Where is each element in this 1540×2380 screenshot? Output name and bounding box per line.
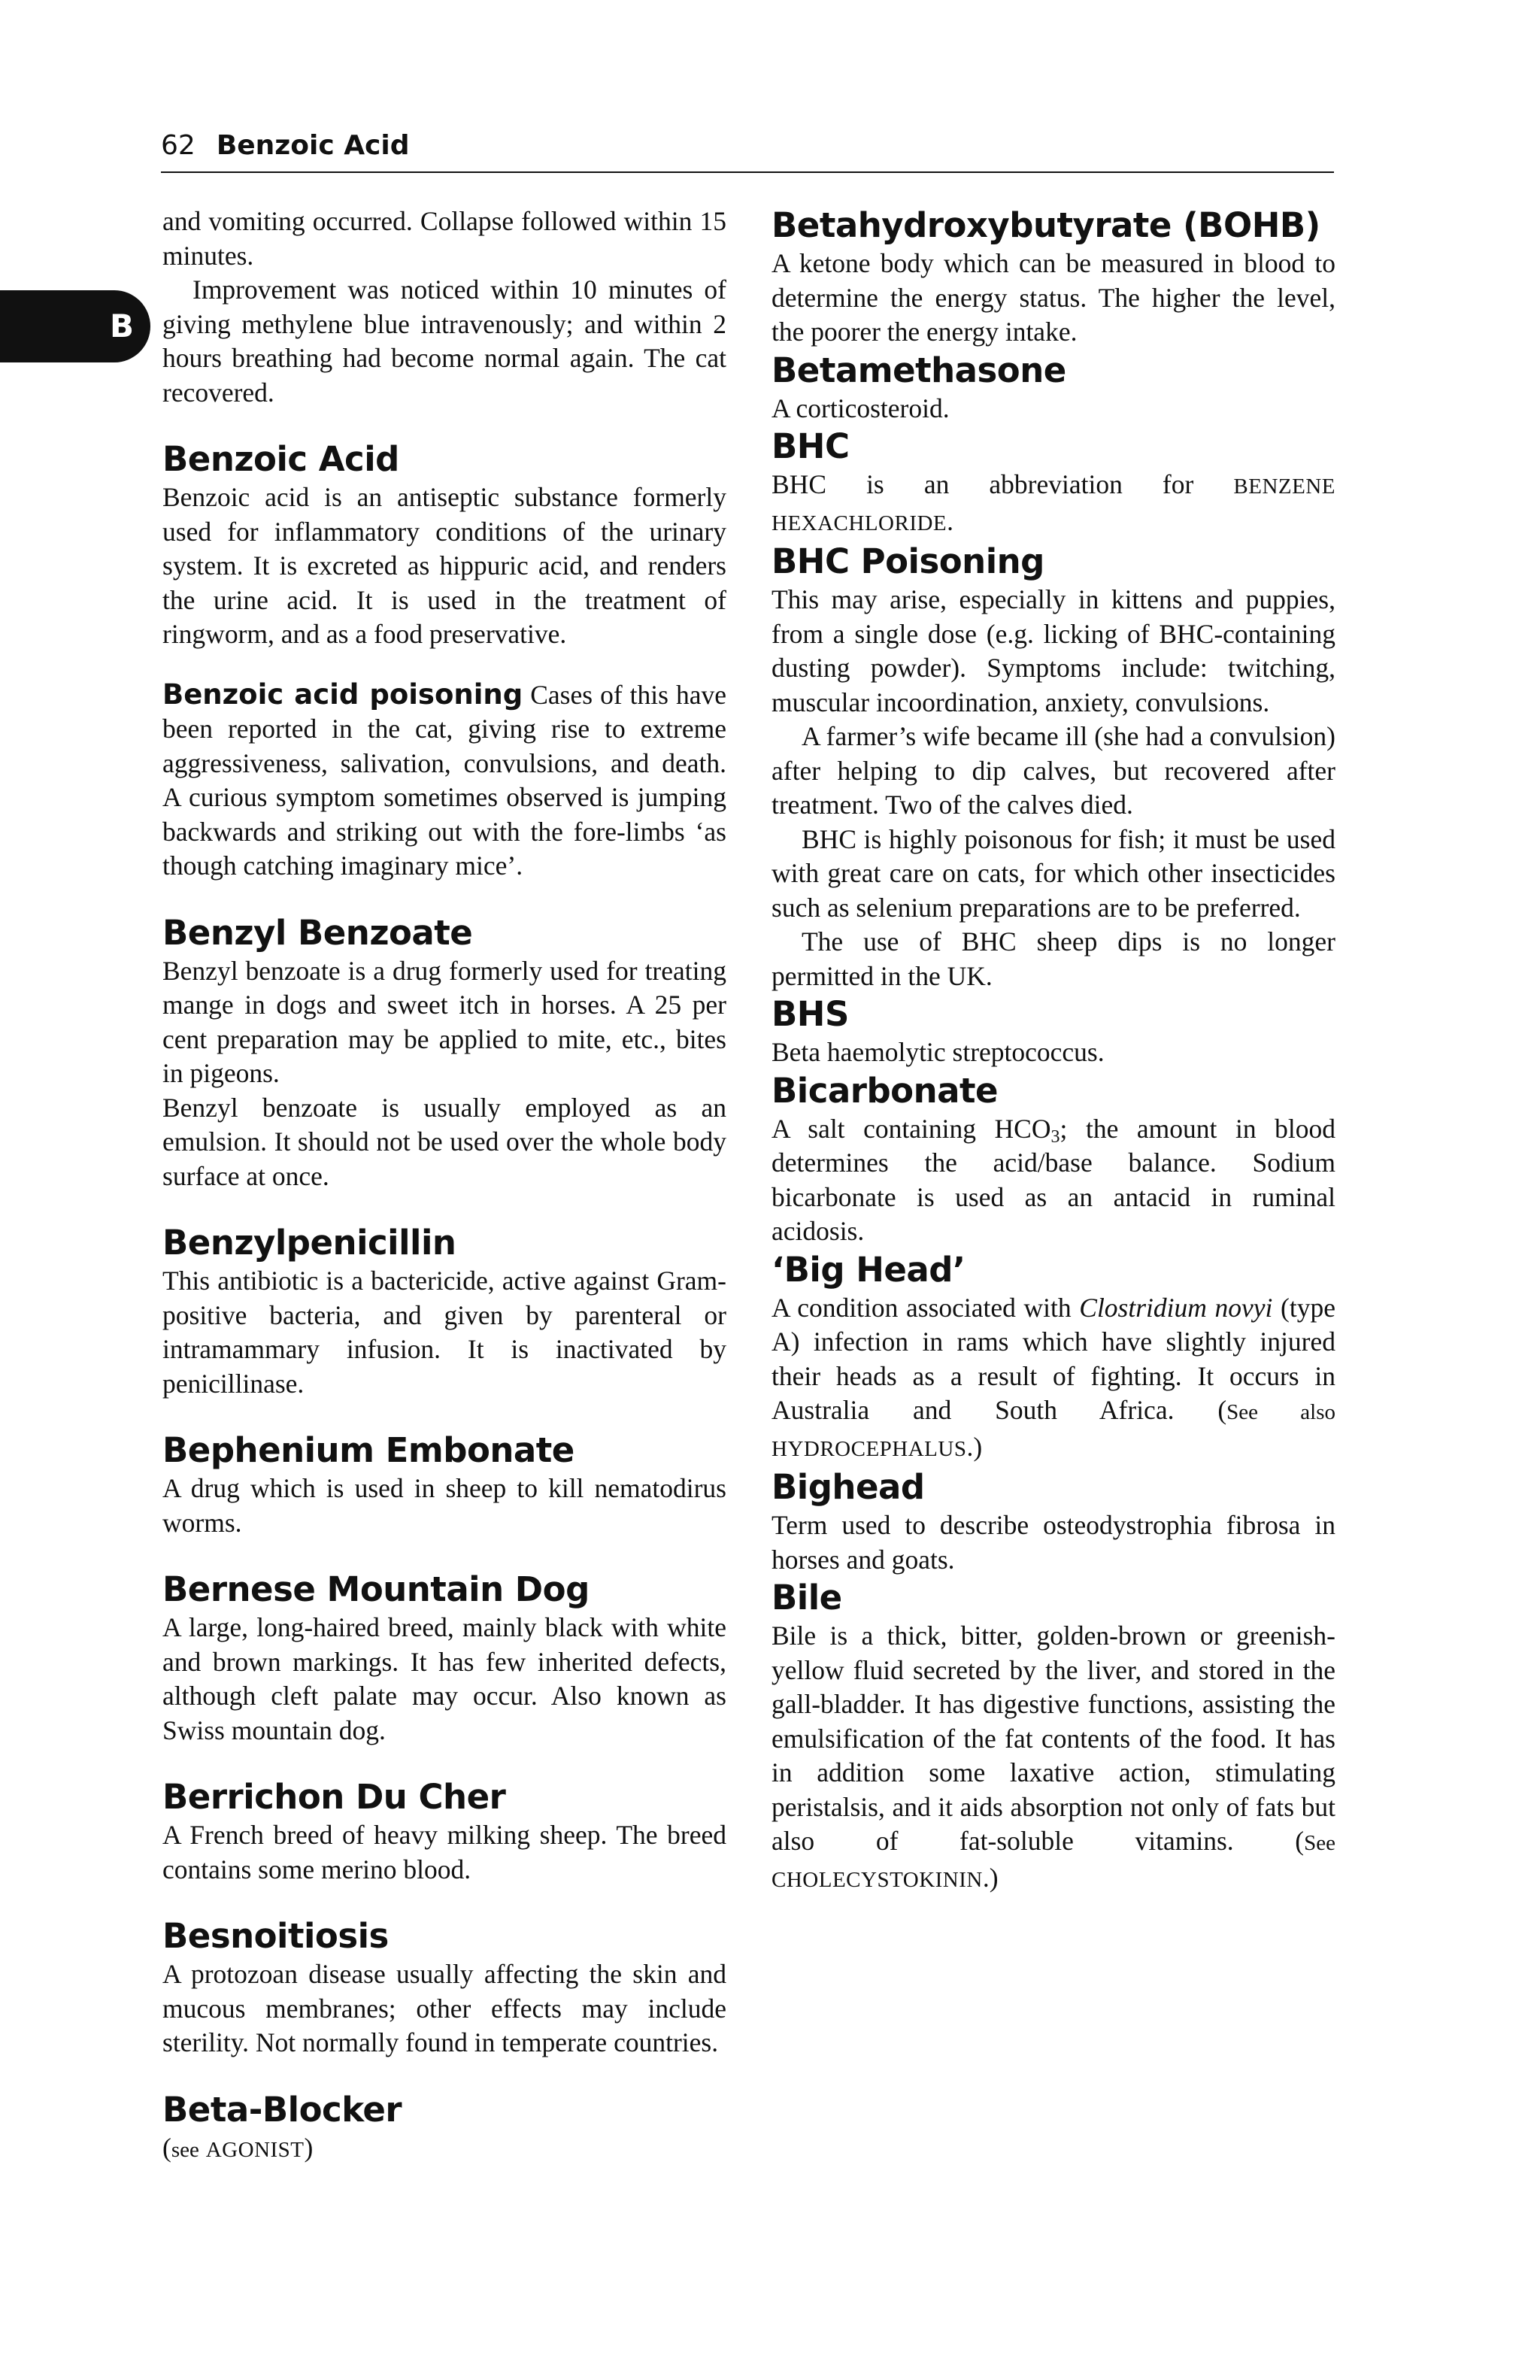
entry-bhc-poisoning [772, 541, 1335, 993]
entry-bile [772, 1577, 1335, 1897]
alphabet-thumb-tab [0, 290, 150, 362]
page-number: 62 [161, 130, 196, 161]
right-column [772, 205, 1335, 1897]
subsection-title: Benzoic acid poisoning [162, 678, 523, 711]
entry-body: A ketone body which can be measured in blood to determine the energy status. The higher the level, the poorer the energy intake. [772, 248, 1335, 347]
entry-body-text: BHC is an abbreviation for [772, 469, 1194, 499]
entry-body: (see AGONIST) [162, 2132, 314, 2163]
entry-betahydroxybutyrate [772, 205, 1335, 350]
entry-title: Betamethasone [772, 350, 1066, 390]
entry-title: ‘Big Head’ [772, 1249, 966, 1290]
entry-title: Benzoic Acid [162, 439, 399, 479]
entry-title: Betahydroxybutyrate (BOHB) [772, 205, 1320, 245]
entry-title: Benzylpenicillin [162, 1223, 456, 1263]
entry-title: BHC [772, 426, 850, 466]
punctuation: . [947, 505, 954, 536]
subsection-body: Cases of this have been reported in the cat, giving rise to extreme aggressiveness, salivation, convulsions, and death. A curious symptom sometimes observed is jumping backwards and striking out with the fore-limbs ‘as though catching imaginary mice’. [162, 679, 727, 881]
see-word: See [1304, 1831, 1335, 1855]
entry-body: Benzyl benzoate is a drug formerly used for treating mange in dogs and sweet itch in horses. A 25 per cent preparation may be applied to mite, etc., bites in pigeons. [162, 955, 726, 1088]
running-head-title: Benzoic Acid [216, 130, 410, 161]
cross-reference-link[interactable]: BENZENE HEXACHLORIDE [772, 474, 1335, 535]
entry-body-text: A condition associated with [772, 1292, 1072, 1323]
entry-besnoitiosis [162, 1915, 726, 2060]
entry-berrichon-du-cher [162, 1776, 726, 1887]
entry-title: Bicarbonate [772, 1070, 999, 1111]
entry-subsection [162, 678, 726, 884]
entry-title: Bernese Mountain Dog [162, 1569, 590, 1609]
see-word: see [171, 2137, 199, 2162]
left-column [162, 205, 726, 2167]
entry-benzoic-acid [162, 438, 726, 884]
thumb-tab-letter: B [109, 308, 134, 344]
entry-bhs [772, 993, 1335, 1070]
spacer [162, 652, 726, 678]
chemical-subscript: 3 [1050, 1126, 1060, 1147]
entry-body-text: Bile is a thick, bitter, golden-brown or greenish-yellow fluid secreted by the liver, and stored in the gall-bladder. It has digestive functions, assisting the emulsification of the fat contents of the food. It has in addition some laxative action, stimulating peristalsis, and it aids absorption not only of fats but also of fat-soluble vitamins. [772, 1621, 1335, 1856]
punctuation: .) [982, 1862, 999, 1893]
entry-bighead [772, 1466, 1335, 1577]
entry-title: Beta-Blocker [162, 2089, 402, 2130]
cross-reference-link[interactable]: HYDROCEPHALUS [772, 1436, 967, 1461]
entry-body-text: (type A) infection in rams which have slightly injured their heads as a result of fighting. It occurs in Australia and South Africa. ( [772, 1292, 1335, 1425]
entry-body: A French breed of heavy milking sheep. The breed contains some merino blood. [162, 1820, 726, 1884]
entry-title: Bile [772, 1578, 842, 1617]
entry-body [772, 1291, 1335, 1467]
organism-name: Clostridium novyi [1079, 1292, 1273, 1323]
entry-body: Beta haemolytic streptococcus. [772, 1037, 1105, 1067]
entry-body: A protozoan disease usually affecting the skin and mucous membranes; other effects may include sterility. Not normally found in temperate countries. [162, 1959, 726, 2057]
running-head [161, 125, 1334, 173]
entry-title: Besnoitiosis [162, 1916, 389, 1956]
entry-bernese-mountain-dog [162, 1569, 726, 1748]
entry-benzyl-benzoate [162, 912, 726, 1194]
entry-bicarbonate [772, 1070, 1335, 1249]
entry-title: Benzyl Benzoate [162, 912, 473, 953]
entry-body [772, 1112, 1335, 1249]
entry-title: Berrichon Du Cher [162, 1777, 506, 1817]
entry-body [772, 468, 1335, 541]
entry-body: Bile is a thick, bitter, golden-brown or greenish-yellow fluid secreted by the liver, and stored in the gall-bladder. It has digestive functions, assisting the emulsification of the fat contents of the food. It has in addition some laxative action, stimulating peristalsis, and it aids absorption not only of fats but also of fat-soluble vitamins. (See CHOLECYSTOKININ.) [772, 1621, 1335, 1893]
see-word: See also [1226, 1400, 1335, 1424]
entry-body: This may arise, especially in kittens and puppies, from a single dose (e.g. licking of BHC-containing dusting powder). Symptoms include: twitching, muscular incoordination, anxiety, convulsions. [772, 584, 1335, 717]
entry-title: BHS [772, 994, 849, 1034]
entry-benzylpenicillin [162, 1222, 726, 1401]
punctuation: .) [966, 1431, 983, 1462]
cross-reference-link[interactable]: AGONIST [205, 2137, 305, 2162]
entry-body: BHC is highly poisonous for fish; it must be used with great care on cats, for which other insecticides such as selenium preparations are to be preferred. [772, 823, 1335, 923]
entry-beta-blocker [162, 2089, 726, 2168]
entry-title: BHC Poisoning [772, 541, 1044, 581]
entry-body: Term used to describe osteodystrophia fibrosa in horses and goats. [772, 1510, 1335, 1575]
entry-betamethasone [772, 350, 1335, 426]
entry-body: A corticosteroid. [772, 393, 950, 423]
entry-body: This antibiotic is a bactericide, active against Gram-positive bacteria, and given by parenteral or intramammary infusion. It is inactivated by penicillinase. [162, 1266, 726, 1399]
continuation-paragraph: Improvement was noticed within 10 minutes of giving methylene blue intravenously; and within 2 hours breathing had become normal again. The cat recovered. [162, 274, 726, 408]
entry-title: Bephenium Embonate [162, 1430, 574, 1470]
entry-body: A farmer’s wife became ill (she had a convulsion) after helping to dip calves, but recovered after treatment. Two of the calves died. [772, 721, 1335, 820]
entry-body-text: ; the amount in blood determines the acid/base balance. Sodium bicarbonate is used as an antacid in ruminal acidosis. [772, 1113, 1336, 1246]
entry-body: A large, long-haired breed, mainly black with white and brown markings. It has few inherited defects, although cleft palate may occur. Also known as Swiss mountain dog. [162, 1612, 726, 1745]
entry-body: Benzoic acid is an antiseptic substance formerly used for inflammatory conditions of the urinary system. It is excreted as hippuric acid, and renders the urine acid. It is used in the treatment of ringworm, and as a food preservative. [162, 482, 726, 649]
entry-title: Bighead [772, 1467, 925, 1507]
entry-body: A drug which is used in sheep to kill nematodirus worms. [162, 1473, 726, 1538]
entry-body: The use of BHC sheep dips is no longer permitted in the UK. [772, 926, 1335, 991]
entry-bhc [772, 426, 1335, 541]
entry-bephenium-embonate [162, 1430, 726, 1540]
entry-big-head [772, 1249, 1335, 1467]
entry-body-text: A salt containing HCO [772, 1113, 1051, 1144]
cross-reference-link[interactable]: CHOLECYSTOKININ [772, 1867, 983, 1892]
continuation-paragraph: and vomiting occurred. Collapse followed within 15 minutes. [162, 206, 726, 271]
entry-body: Benzyl benzoate is usually employed as an emulsion. It should not be used over the whole body surface at once. [162, 1092, 726, 1191]
